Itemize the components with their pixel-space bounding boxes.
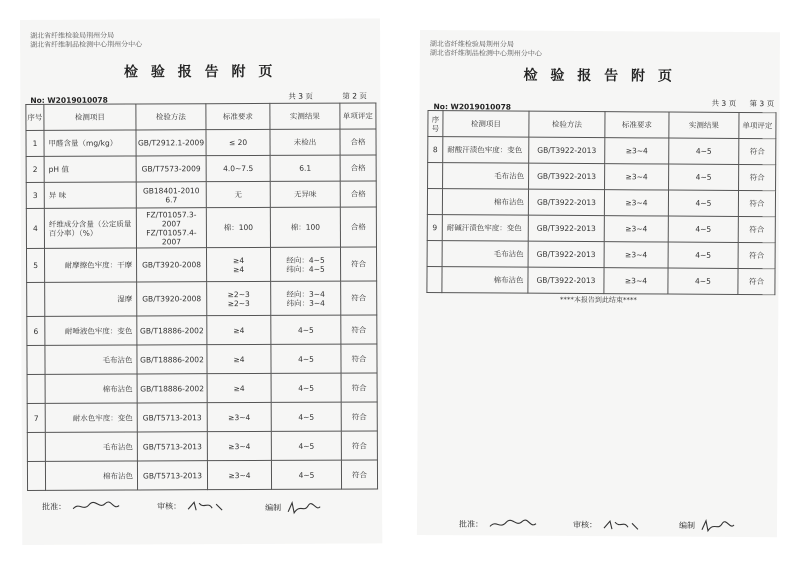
cell-result: 4~5 <box>271 315 341 344</box>
cell-method: GB/T3922-2013 <box>529 163 605 189</box>
cell-standard: ≤ 20 <box>206 129 270 155</box>
cell-method: GB18401-2010 6.7 <box>136 182 206 208</box>
cell-result: 4~5 <box>668 268 738 294</box>
table-row <box>427 241 775 269</box>
cell-standard: ≥3~4 <box>207 402 271 431</box>
cell-result: 无异味 <box>270 181 340 207</box>
cell-verdict: 符合 <box>738 190 775 216</box>
cell-method: GB/T3922-2013 <box>528 215 604 241</box>
cell-item: 耐酸汗渍色牢度：变色 <box>443 137 529 164</box>
cell-verdict: 符合 <box>738 268 775 294</box>
cell-method: GB/T3922-2013 <box>528 267 604 293</box>
cell-standard: ≥3~4 <box>604 242 668 268</box>
cell-seq <box>428 163 443 189</box>
header-seq: 序号 <box>26 104 44 130</box>
cell-item: 异 味 <box>44 182 136 208</box>
cell-standard: ≥3~4 <box>605 138 669 164</box>
cell-verdict: 符合 <box>738 216 775 242</box>
cell-item: 耐摩擦色牢度：干摩 <box>44 248 136 282</box>
table-row <box>27 344 377 375</box>
table-row <box>26 181 376 209</box>
handwritten-signature-icon <box>699 519 735 533</box>
total-pages: 共 3 页 <box>288 91 313 101</box>
cell-method: GB/T3920-2008 <box>136 248 206 282</box>
table-row <box>26 247 376 283</box>
org-line-1: 湖北省纤维检验局荆州分局 <box>30 31 115 40</box>
compile-label: 编制 <box>265 503 282 513</box>
cell-standard: 棉：100 <box>206 207 270 247</box>
table-row <box>26 129 376 157</box>
org-line-2: 湖北省纤维制品检测中心荆州分中心 <box>30 40 143 49</box>
report-number: No: W2019010078 <box>30 95 108 105</box>
table-row <box>26 207 376 249</box>
cell-verdict: 合格 <box>340 129 376 155</box>
cell-seq <box>427 241 442 267</box>
cell-result: 4~5 <box>669 138 739 164</box>
page-number: 第 2 页 <box>342 91 367 101</box>
header-item: 检测项目 <box>44 104 136 130</box>
header-method: 检验方法 <box>529 111 605 137</box>
compile-signature <box>265 501 322 515</box>
cell-standard: ≥2~3 ≥2~3 <box>207 281 271 315</box>
org-line-2: 湖北省纤维制品检测中心荆州分中心 <box>429 49 542 58</box>
cell-standard: ≥3~4 <box>207 431 271 460</box>
cell-result: 4~5 <box>668 242 738 268</box>
cell-seq <box>27 461 45 490</box>
org-line-1: 湖北省纤维检验局荆州分局 <box>429 40 514 49</box>
review-signature <box>573 518 642 532</box>
cell-item: pH 值 <box>44 156 136 182</box>
table-row <box>27 460 377 491</box>
total-pages: 共 3 页 <box>711 98 737 108</box>
handwritten-signature-icon <box>286 501 322 515</box>
header-standard: 标准要求 <box>605 112 669 138</box>
cell-item: 棉布沾色 <box>45 374 137 403</box>
cell-item: 纤维成分含量（公定质量百分率）（%） <box>44 208 136 248</box>
header-result: 实测结果 <box>669 112 739 138</box>
cell-verdict: 符合 <box>341 373 377 402</box>
cell-standard: ≥4 ≥4 <box>206 247 270 281</box>
cell-method: GB/T5713-2013 <box>137 403 207 432</box>
cell-method: GB/T5713-2013 <box>137 461 207 490</box>
cell-method: GB/T18886-2002 <box>137 374 207 403</box>
cell-item: 毛布沾色 <box>45 432 137 461</box>
cell-method: GB/T3922-2013 <box>528 241 604 267</box>
cell-seq <box>27 282 45 316</box>
cell-method: GB/T3920-2008 <box>137 282 207 316</box>
cell-seq: 6 <box>27 316 45 345</box>
table-row <box>427 189 775 217</box>
cell-method: GB/T2912.1-2009 <box>136 130 206 156</box>
report-number: No: W2019010078 <box>433 102 512 112</box>
cell-method: FZ/T01057.3-2007 FZ/T01057.4-2007 <box>136 208 206 248</box>
cell-verdict: 符合 <box>341 281 377 315</box>
cell-method: GB/T7573-2009 <box>136 156 206 182</box>
approve-label: 批准： <box>458 519 484 529</box>
table-row <box>27 281 377 317</box>
cell-seq: 2 <box>26 156 44 182</box>
header-standard: 标准要求 <box>206 103 270 129</box>
handwritten-signature-icon <box>71 500 121 514</box>
cell-verdict: 符合 <box>341 315 377 344</box>
approve-signature <box>42 500 121 514</box>
compile-signature <box>679 519 736 533</box>
handwritten-signature-icon <box>601 518 641 532</box>
cell-method: GB/T3922-2013 <box>528 189 604 215</box>
header-seq: 序号 <box>428 111 443 137</box>
cell-result: 未检出 <box>270 129 340 155</box>
cell-seq <box>27 345 45 374</box>
header-result: 实测结果 <box>270 103 340 129</box>
cell-result: 经向：3~4 纬向：3~4 <box>271 281 341 315</box>
cell-result: 4~5 <box>271 344 341 373</box>
cell-item: 毛布沾色 <box>442 241 528 268</box>
table-header-row <box>428 111 776 139</box>
cell-standard: ≥3~4 <box>604 216 668 242</box>
cell-item: 棉布沾色 <box>45 461 137 490</box>
test-results-table <box>426 110 776 295</box>
cell-verdict: 符合 <box>341 344 377 373</box>
handwritten-signature-icon <box>186 499 226 513</box>
table-row <box>427 267 775 295</box>
cell-result: 棉：100 <box>270 207 340 247</box>
table-row <box>27 431 377 462</box>
cell-item: 甲醛含量（mg/kg） <box>44 130 136 156</box>
table-row <box>27 402 377 433</box>
cell-item: 棉布沾色 <box>442 189 528 216</box>
table-row <box>26 155 376 183</box>
cell-result: 经向：4~5 纬向：4~5 <box>270 247 340 281</box>
test-results-table <box>25 102 378 491</box>
page-title: 检 验 报 告 附 页 <box>124 63 277 81</box>
cell-item: 耐唾液色牢度：变色 <box>45 316 137 345</box>
cell-verdict: 合格 <box>340 207 376 247</box>
cell-result: 4~5 <box>271 460 341 489</box>
cell-seq <box>27 374 45 403</box>
cell-seq: 9 <box>427 215 442 241</box>
page-number: 第 3 页 <box>749 99 775 109</box>
cell-seq <box>427 189 442 215</box>
cell-result: 4~5 <box>271 373 341 402</box>
approve-label: 批准： <box>42 502 67 512</box>
review-label: 审核： <box>572 520 598 530</box>
cell-item: 湿摩 <box>45 282 137 316</box>
table-row <box>427 215 775 243</box>
header-method: 检验方法 <box>136 104 206 130</box>
compile-label: 编制 <box>678 521 696 531</box>
cell-item: 棉布沾色 <box>442 267 528 294</box>
cell-standard: ≥4 <box>207 344 271 373</box>
cell-seq: 1 <box>26 130 44 156</box>
review-signature <box>157 499 226 513</box>
cell-seq: 5 <box>26 248 44 282</box>
table-row <box>428 137 776 165</box>
page-title: 检 验 报 告 附 页 <box>523 67 676 85</box>
cell-verdict: 符合 <box>341 431 377 460</box>
cell-standard: ≥3~4 <box>604 190 668 216</box>
cell-method: GB/T3922-2013 <box>529 137 605 163</box>
cell-standard: ≥3~4 <box>605 164 669 190</box>
cell-item: 毛布沾色 <box>45 345 137 374</box>
cell-seq <box>427 267 442 293</box>
cell-result: 6.1 <box>270 155 340 181</box>
cell-standard: 无 <box>206 181 270 207</box>
cell-verdict: 符合 <box>739 138 776 164</box>
cell-item: 耐碱汗渍色牢度：变色 <box>442 215 528 242</box>
end-of-report-note: ****本报告到此结束**** <box>559 295 637 305</box>
cell-standard: ≥4 <box>207 373 271 402</box>
cell-seq: 8 <box>428 137 443 163</box>
cell-result: 4~5 <box>271 431 341 460</box>
cell-verdict: 符合 <box>341 460 377 489</box>
table-row <box>27 373 377 404</box>
cell-standard: ≥4 <box>207 315 271 344</box>
table-row <box>27 315 377 346</box>
cell-verdict: 合格 <box>340 181 376 207</box>
cell-verdict: 符合 <box>738 242 775 268</box>
review-label: 审核： <box>157 501 182 511</box>
cell-result: 4~5 <box>271 402 341 431</box>
approve-signature <box>459 517 538 531</box>
cell-seq: 7 <box>27 403 45 432</box>
cell-method: GB/T5713-2013 <box>137 432 207 461</box>
cell-seq <box>27 432 45 461</box>
cell-verdict: 符合 <box>739 164 776 190</box>
cell-method: GB/T18886-2002 <box>137 345 207 374</box>
cell-verdict: 合格 <box>340 155 376 181</box>
cell-standard: ≥3~4 <box>207 460 271 489</box>
report-page-left <box>20 18 382 545</box>
cell-result: 4~5 <box>669 164 739 190</box>
cell-item: 毛布沾色 <box>443 163 529 190</box>
cell-standard: ≥3~4 <box>604 268 668 294</box>
cell-result: 4~5 <box>668 216 738 242</box>
header-verdict: 单项评定 <box>340 103 376 129</box>
cell-seq: 3 <box>26 182 44 208</box>
cell-standard: 4.0~7.5 <box>206 155 270 181</box>
cell-method: GB/T18886-2002 <box>137 316 207 345</box>
cell-item: 耐水色牢度：变色 <box>45 403 137 432</box>
header-item: 检测项目 <box>443 111 529 138</box>
report-page-right <box>417 30 780 537</box>
cell-seq: 4 <box>26 208 44 248</box>
handwritten-signature-icon <box>487 517 537 531</box>
table-header-row <box>26 103 376 131</box>
header-verdict: 单项评定 <box>739 112 776 138</box>
cell-verdict: 符合 <box>340 247 376 281</box>
cell-verdict: 符合 <box>341 402 377 431</box>
cell-result: 4~5 <box>668 190 738 216</box>
table-row <box>428 163 776 191</box>
